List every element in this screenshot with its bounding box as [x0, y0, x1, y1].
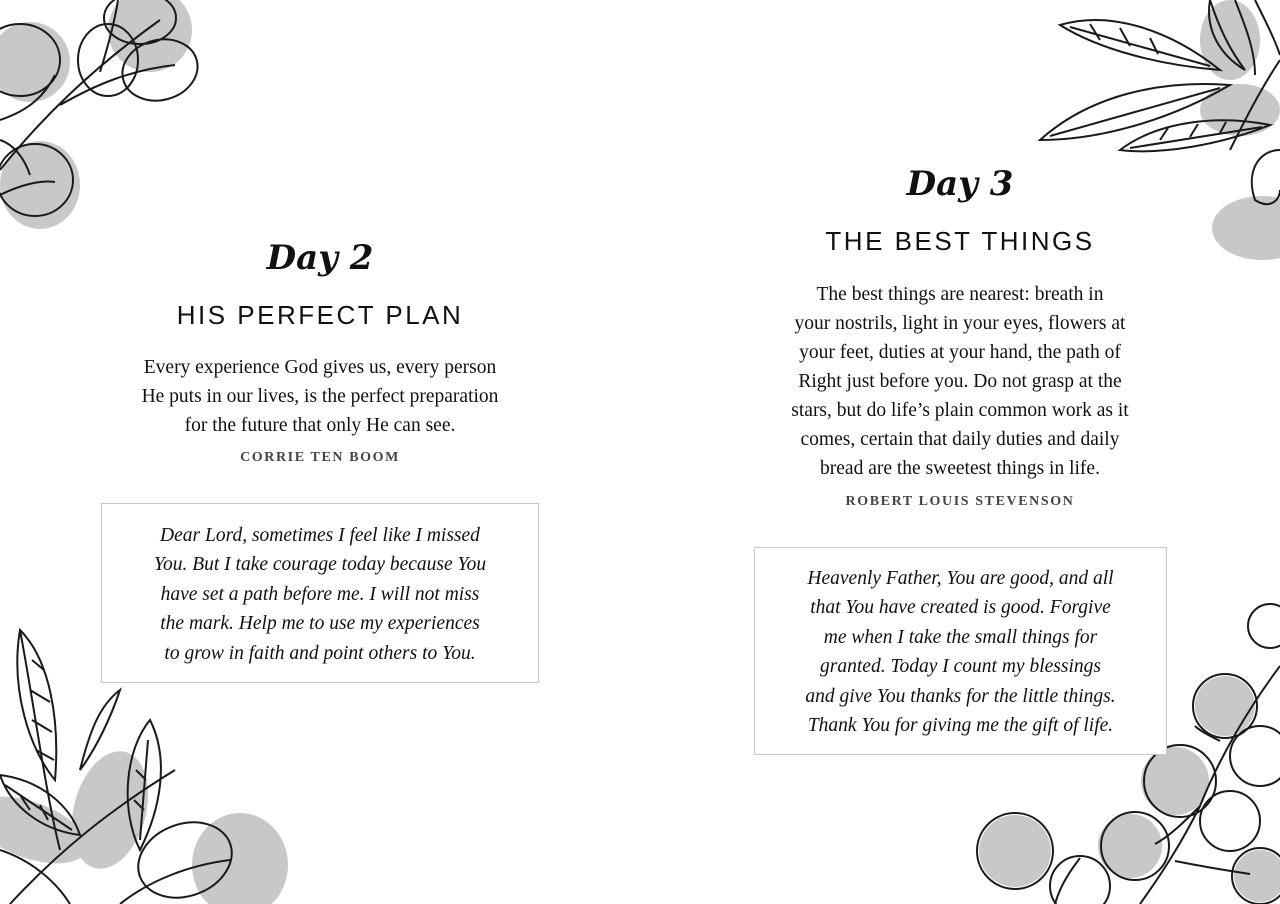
prayer-line: me when I take the small things for [823, 626, 1098, 648]
day-heading: Day 3 [906, 164, 1014, 204]
prayer-line: have set a path before me. I will not miss [160, 583, 480, 605]
quote-line: for the future that only He can see. [184, 415, 456, 436]
quote-line: Right just before you. Do not grasp at the [798, 371, 1122, 392]
prayer-box [101, 503, 539, 683]
prayer-line: Heavenly Father, You are good, and all [807, 568, 1114, 589]
quote-line: Every experience God gives us, every person [143, 357, 497, 378]
quote-text [710, 280, 1210, 483]
day-heading: Day 2 [266, 238, 374, 278]
quote-author: CORRIE TEN BOOM [240, 450, 400, 465]
quote-line: your nostrils, light in your eyes, flowers at [794, 313, 1126, 334]
right-page [640, 0, 1280, 904]
quote-line: He puts in our lives, is the perfect preparation [141, 386, 499, 407]
prayer-line: Dear Lord, sometimes I feel like I missed [160, 525, 480, 546]
prayer-line: You. But I take courage today because You [153, 554, 487, 576]
devotion-title: THE BEST THINGS [825, 226, 1095, 256]
quote-line: your feet, duties at your hand, the path of [799, 342, 1121, 363]
eucalyptus-branch-icon [0, 0, 240, 240]
prayer-box [754, 547, 1167, 755]
prayer-line: granted. Today I count my blessings [820, 656, 1101, 678]
devotion-title: HIS PERFECT PLAN [176, 300, 464, 330]
prayer-line: to grow in faith and point others to You. [164, 642, 476, 664]
quote-line: comes, certain that daily duties and daily [800, 429, 1120, 450]
quote-line: stars, but do life’s plain common work as it [791, 400, 1129, 421]
quote-author: ROBERT LOUIS STEVENSON [845, 494, 1075, 509]
quote-text [70, 353, 570, 440]
quote-line: The best things are nearest: breath in [816, 284, 1104, 305]
prayer-line: the mark. Help me to use my experiences [160, 613, 480, 635]
quote-line: bread are the sweetest things in life. [820, 458, 1100, 479]
prayer-line: Thank You for giving me the gift of life. [807, 715, 1114, 737]
prayer-line: and give You thanks for the little things. [805, 685, 1116, 707]
prayer-line: that You have created is good. Forgive [810, 597, 1111, 619]
